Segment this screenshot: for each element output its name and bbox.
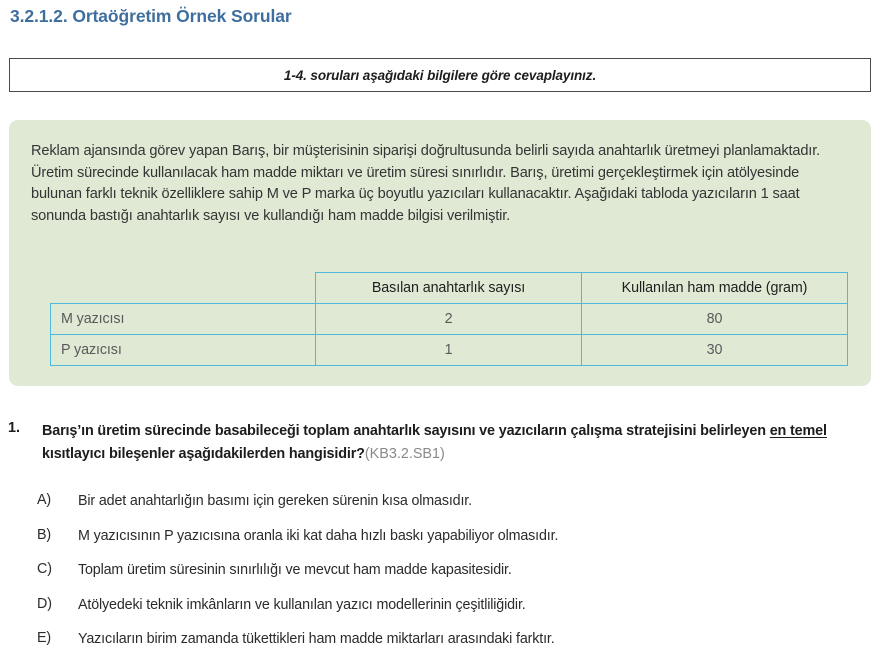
table-row <box>51 335 848 366</box>
question-emphasis: en temel <box>769 423 827 439</box>
option-c[interactable] <box>0 561 880 596</box>
question-number: 1. <box>8 420 21 436</box>
option-letter-c: C) <box>37 561 52 577</box>
passage-panel <box>9 120 871 386</box>
options-list <box>0 492 880 665</box>
option-letter-b: B) <box>37 526 52 543</box>
page-title: 3.2.1.2. Ortaöğretim Örnek Sorular <box>10 6 292 26</box>
instruction-box <box>9 58 871 92</box>
data-table-wrapper <box>50 272 848 366</box>
option-letter-a: A) <box>37 492 52 508</box>
table-row-label-m: M yazıcısı <box>51 304 316 335</box>
option-b[interactable] <box>0 527 880 562</box>
table-row-label-p: P yazıcısı <box>51 335 316 366</box>
option-text-d: Atölyedeki teknik imkânların ve kullanılan yazıcı modellerinin çeşitliliğidir. <box>78 596 526 613</box>
instruction-text: 1-4. soruları aşağıdaki bilgilere göre cevaplayınız. <box>283 67 597 83</box>
option-text-c: Toplam üretim süresinin sınırlılığı ve mevcut ham madde kapasitesidir. <box>78 562 512 578</box>
table-header-row <box>51 273 848 304</box>
table-cell-p-material: 30 <box>582 335 848 366</box>
table-cell-m-printed: 2 <box>316 304 582 335</box>
table-column-header-printed: Basılan anahtarlık sayısı <box>316 273 582 304</box>
question-text <box>42 420 870 466</box>
table-row <box>51 304 848 335</box>
question-text-part2: kısıtlayıcı bileşenler aşağıdakilerden hangisidir? <box>42 446 365 462</box>
option-text-b: M yazıcısının P yazıcısına oranla iki kat daha hızlı baskı yapabiliyor olmasıdır. <box>78 527 559 544</box>
passage-text: Reklam ajansında görev yapan Barış, bir müşterisinin siparişi doğrultusunda belirli sayıda anahtarlık üretmeyi planlamaktadır. Üretim sürecinde kullanılacak ham madde miktarı ve üretim süresi sınırlıdır. Barış, üretimi gerçekleştirmek için atölyesinde bulunan farklı teknik özelliklere sahip M ve P marka üç boyutlu yazıcıları kullanacaktır. Aşağıdaki tabloda yazıcıların 1 saat sonunda bastığı anahtarlık sayısı ve kullandığı ham madde bilgisi verilmiştir. <box>31 143 821 224</box>
option-a[interactable] <box>0 492 880 527</box>
option-d[interactable] <box>0 596 880 631</box>
table-cell-m-material: 80 <box>582 304 848 335</box>
option-text-e: Yazıcıların birim zamanda tükettikleri ham madde miktarları arasındaki farktır. <box>78 631 555 647</box>
question-text-part1: Barış’ın üretim sürecinde basabileceği toplam anahtarlık sayısını ve yazıcıların çalışma stratejisini belirleyen <box>42 423 770 439</box>
question-row <box>0 420 880 466</box>
question-code: (KB3.2.SB1) <box>364 446 445 462</box>
table-cell-p-printed: 1 <box>316 335 582 366</box>
option-letter-d: D) <box>37 595 52 612</box>
option-letter-e: E) <box>37 630 52 646</box>
question-block <box>0 420 880 466</box>
option-text-a: Bir adet anahtarlığın basımı için gereken sürenin kısa olmasıdır. <box>78 493 472 509</box>
printer-data-table <box>50 272 848 366</box>
option-e[interactable] <box>0 630 880 665</box>
table-corner-cell <box>51 273 316 304</box>
table-column-header-material: Kullanılan ham madde (gram) <box>582 273 848 304</box>
